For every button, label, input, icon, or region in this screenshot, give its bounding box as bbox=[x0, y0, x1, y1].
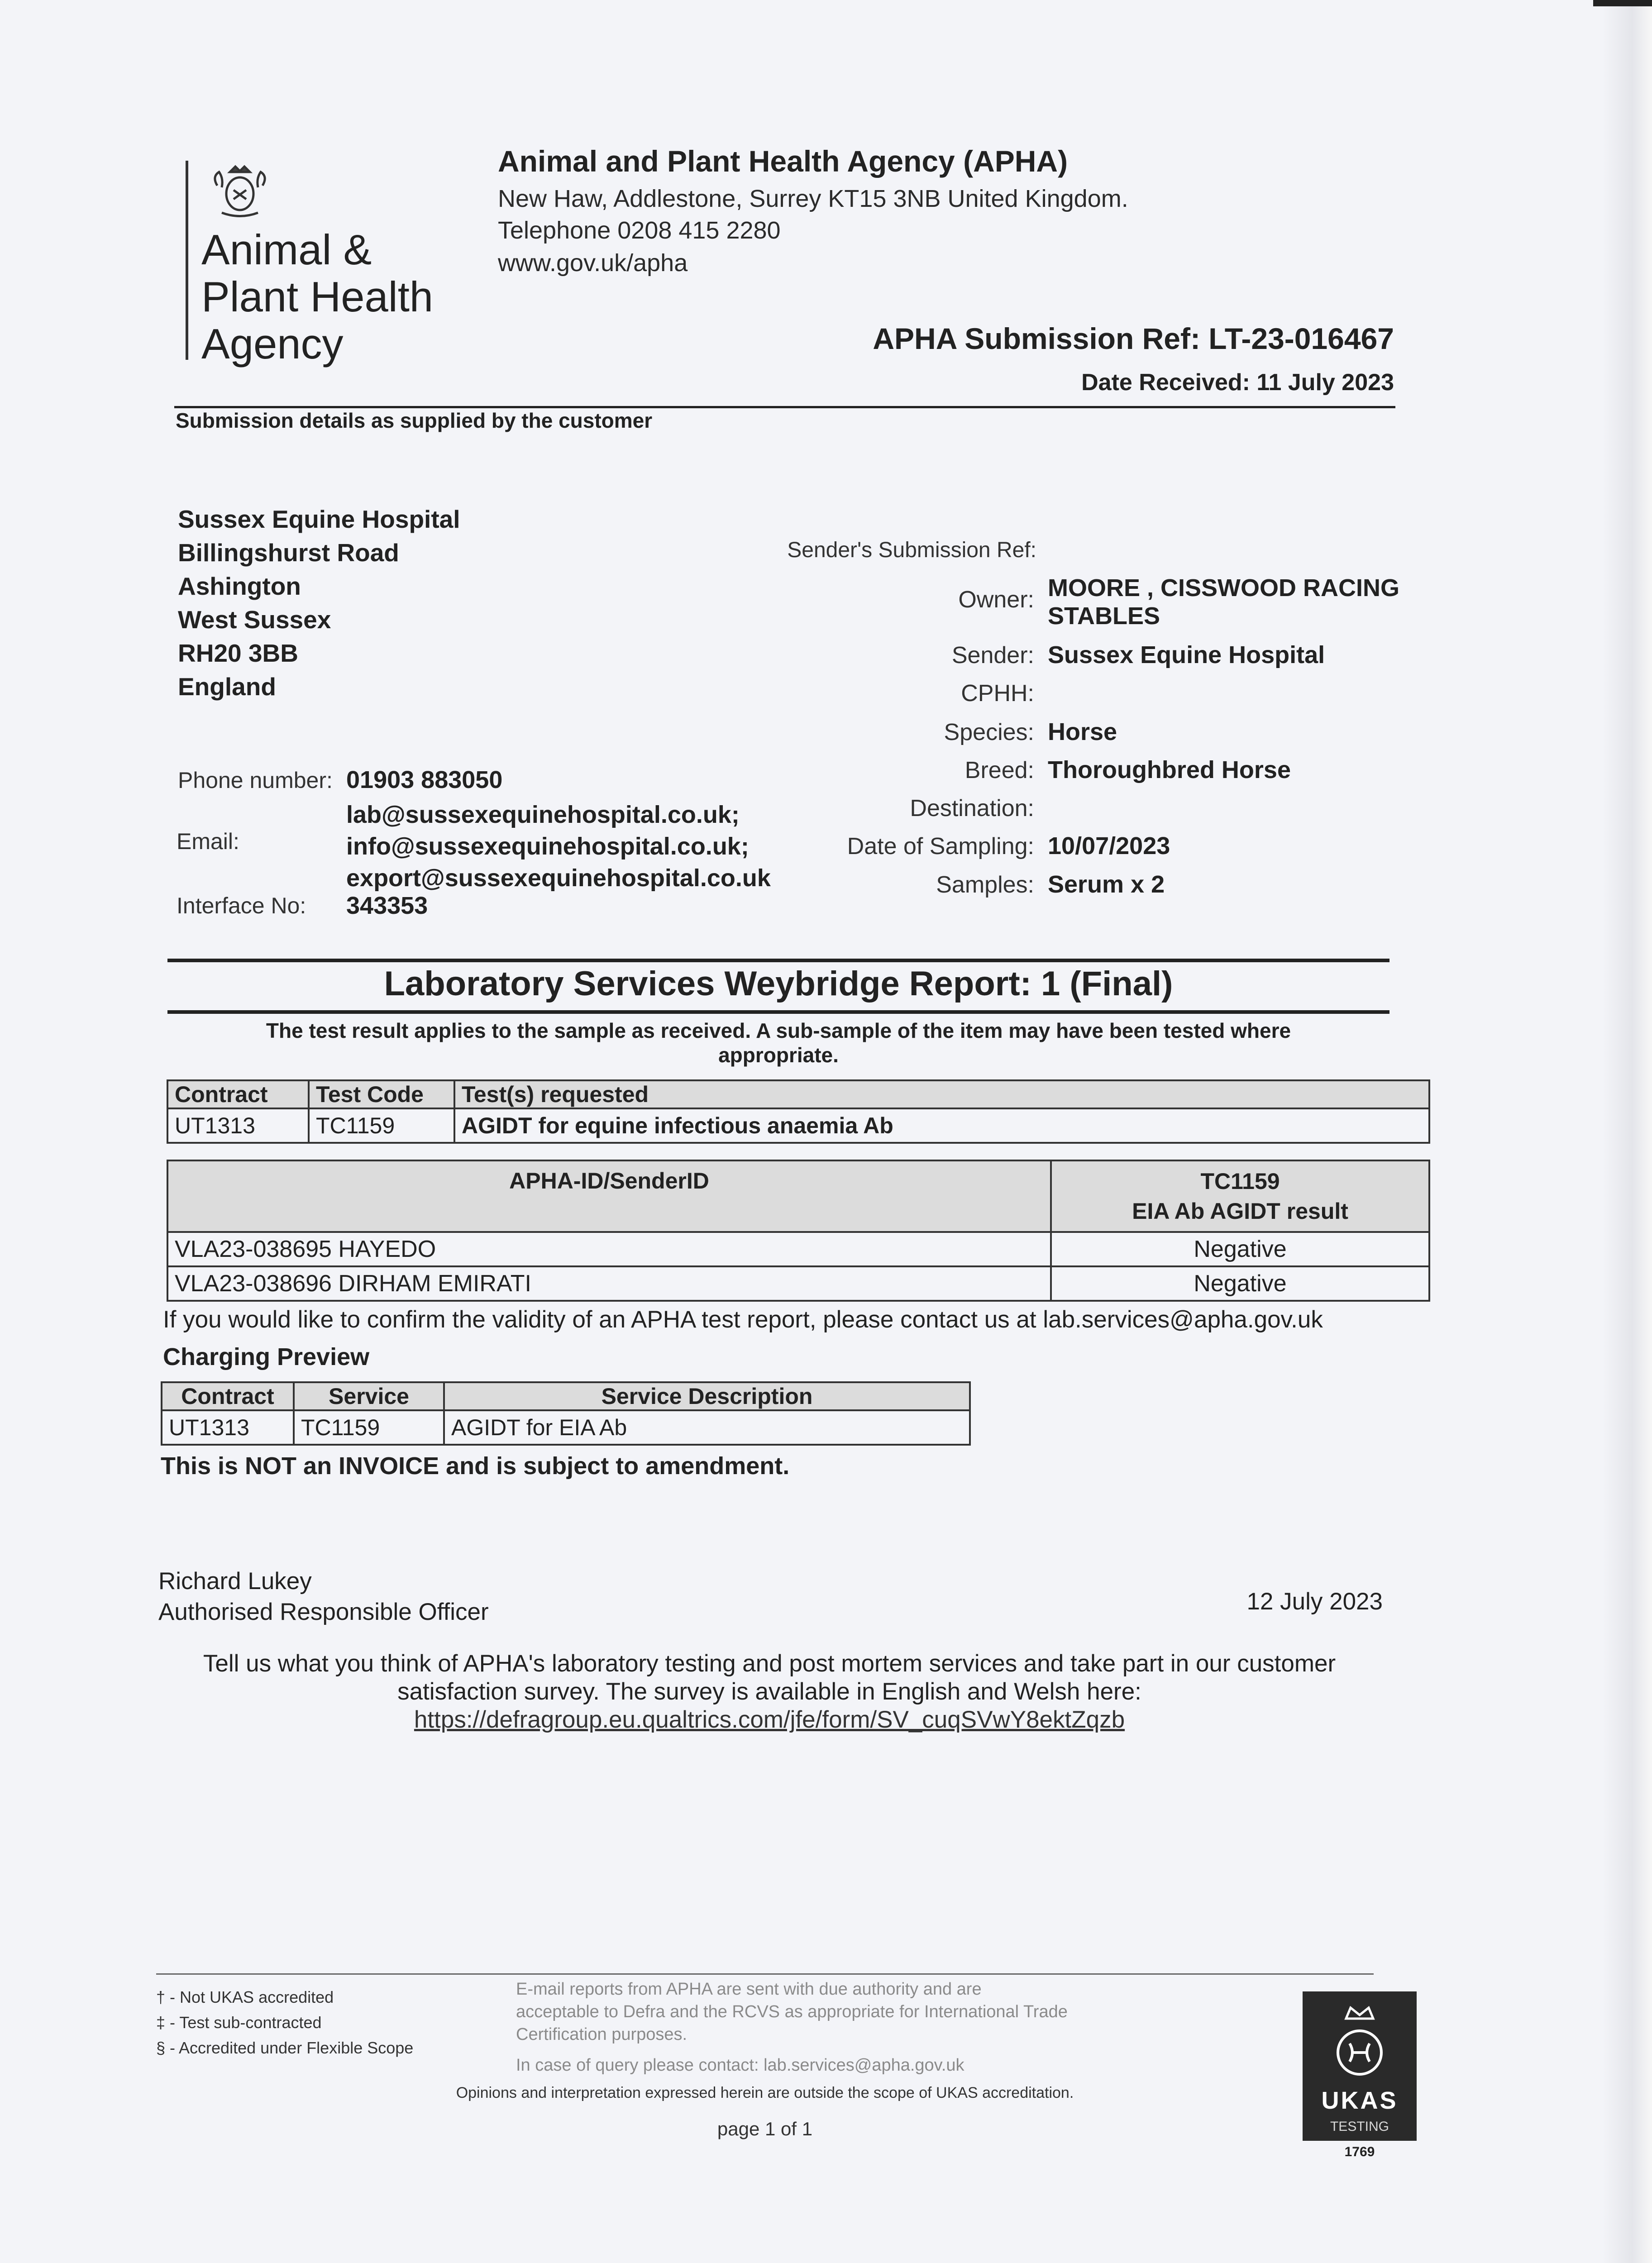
email-address[interactable]: export@sussexequinehospital.co.uk bbox=[346, 864, 771, 892]
email-address[interactable]: info@sussexequinehospital.co.uk; bbox=[346, 833, 749, 860]
senders-ref-label: Sender's Submission Ref: bbox=[787, 538, 1036, 562]
agency-address: New Haw, Addlestone, Surrey KT15 3NB United Kingdom. bbox=[498, 185, 1128, 212]
samples-value: Serum x 2 bbox=[1048, 871, 1165, 898]
cell-result: Negative bbox=[1051, 1266, 1429, 1301]
page-edge-shadow bbox=[1602, 0, 1652, 2263]
cell-result: Negative bbox=[1051, 1232, 1429, 1266]
survey-line-1: Tell us what you think of APHA's laboratory testing and post mortem services and take part in our customer bbox=[203, 1650, 1336, 1677]
agency-website[interactable]: www.gov.uk/apha bbox=[498, 249, 688, 277]
logo-line-3: Agency bbox=[201, 320, 344, 368]
sampling-value: 10/07/2023 bbox=[1048, 832, 1170, 859]
owner-label: Owner: bbox=[958, 587, 1034, 613]
cell-test-requested: AGIDT for equine infectious anaemia Ab bbox=[454, 1108, 1429, 1143]
footer-key: † - Not UKAS accredited bbox=[156, 1988, 334, 2006]
cell-contract: UT1313 bbox=[167, 1108, 309, 1143]
royal-crest-icon bbox=[204, 158, 276, 222]
species-value: Horse bbox=[1048, 718, 1117, 745]
footer-opinions: Opinions and interpretation expressed herein are outside the scope of UKAS accreditation. bbox=[456, 2084, 1074, 2101]
address-line: England bbox=[178, 673, 276, 701]
footer-query: In case of query please contact: lab.services@apha.gov.uk bbox=[516, 2056, 964, 2075]
table-row bbox=[167, 1108, 1429, 1143]
col-service-description: Service Description bbox=[444, 1382, 970, 1410]
email-label: Email: bbox=[177, 829, 239, 854]
results-table bbox=[167, 1160, 1430, 1302]
email-note-line-1: E-mail reports from APHA are sent with due authority and are bbox=[516, 1980, 982, 1999]
validity-note: If you would like to confirm the validity of an APHA test report, please contact us at lab.services@apha.gov.uk bbox=[163, 1306, 1323, 1333]
report-note-line-1: The test result applies to the sample as received. A sub-sample of the item may have been tested where bbox=[266, 1019, 1291, 1042]
tests-table bbox=[167, 1079, 1430, 1144]
date-received: Date Received: 11 July 2023 bbox=[1081, 369, 1394, 396]
charging-table-header bbox=[162, 1382, 970, 1410]
cell-sample-id: VLA23-038696 DIRHAM EMIRATI bbox=[167, 1266, 1051, 1301]
signatory-date: 12 July 2023 bbox=[1246, 1588, 1383, 1615]
footer-keys bbox=[156, 1985, 413, 2061]
sender-value: Sussex Equine Hospital bbox=[1048, 641, 1325, 668]
report-rule-top bbox=[167, 959, 1389, 962]
species-label: Species: bbox=[944, 719, 1034, 745]
ukas-word: UKAS bbox=[1321, 2087, 1398, 2114]
address-line: Billingshurst Road bbox=[178, 539, 399, 567]
survey-line-2: satisfaction survey. The survey is available in English and Welsh here: bbox=[397, 1678, 1141, 1705]
address-line: RH20 3BB bbox=[178, 639, 298, 667]
survey-text bbox=[163, 1650, 1376, 1734]
table-row bbox=[167, 1232, 1429, 1266]
breed-label: Breed: bbox=[964, 757, 1034, 783]
owner-line-1: MOORE , CISSWOOD RACING bbox=[1048, 574, 1400, 602]
report-note-line-2: appropriate. bbox=[718, 1043, 839, 1067]
col-test-code: Test Code bbox=[309, 1080, 454, 1108]
submission-section-label: Submission details as supplied by the customer bbox=[176, 409, 653, 432]
cell-contract: UT1313 bbox=[162, 1410, 294, 1445]
address-line: Sussex Equine Hospital bbox=[178, 505, 460, 533]
ukas-crown-icon bbox=[1332, 2000, 1387, 2082]
page-number: page 1 of 1 bbox=[717, 2118, 813, 2139]
submission-ref: APHA Submission Ref: LT-23-016467 bbox=[873, 322, 1394, 355]
result-header-code: TC1159 bbox=[1200, 1169, 1280, 1194]
cell-service-description: AGIDT for EIA Ab bbox=[444, 1410, 970, 1445]
cell-service: TC1159 bbox=[294, 1410, 444, 1445]
agency-title: Animal and Plant Health Agency (APHA) bbox=[498, 144, 1068, 178]
ukas-testing: TESTING bbox=[1330, 2119, 1389, 2134]
cell-test-code: TC1159 bbox=[309, 1108, 454, 1143]
tests-table-header bbox=[167, 1080, 1429, 1108]
interface-value: 343353 bbox=[346, 892, 428, 919]
cphh-label: CPHH: bbox=[961, 680, 1034, 707]
address-line: Ashington bbox=[178, 572, 301, 600]
email-values bbox=[346, 799, 771, 894]
sampling-label: Date of Sampling: bbox=[847, 833, 1034, 859]
logo-line-2: Plant Health bbox=[201, 273, 434, 320]
footer-rule bbox=[156, 1973, 1374, 1975]
footer-key: ‡ - Test sub-contracted bbox=[156, 2013, 322, 2032]
logo-line-1: Animal & bbox=[201, 226, 372, 273]
col-result bbox=[1051, 1160, 1429, 1232]
interface-label: Interface No: bbox=[177, 893, 306, 918]
report-rule-bottom bbox=[167, 1010, 1389, 1014]
cell-sample-id: VLA23-038695 HAYEDO bbox=[167, 1232, 1051, 1266]
page-corner-mark bbox=[1593, 0, 1652, 6]
charging-table bbox=[161, 1381, 971, 1446]
customer-address bbox=[178, 502, 460, 703]
result-header-desc: EIA Ab AGIDT result bbox=[1132, 1198, 1348, 1224]
agency-telephone: Telephone 0208 415 2280 bbox=[498, 217, 781, 244]
email-address[interactable]: lab@sussexequinehospital.co.uk; bbox=[346, 801, 740, 828]
results-table-header bbox=[167, 1160, 1429, 1232]
charging-title: Charging Preview bbox=[163, 1343, 370, 1370]
survey-link[interactable]: https://defragroup.eu.qualtrics.com/jfe/form/SV_cuqSVwY8ektZqzb bbox=[414, 1706, 1125, 1733]
table-row bbox=[162, 1410, 970, 1445]
invoice-disclaimer: This is NOT an INVOICE and is subject to amendment. bbox=[161, 1452, 790, 1480]
ukas-badge bbox=[1303, 1991, 1417, 2141]
col-apha-id: APHA-ID/SenderID bbox=[167, 1160, 1051, 1232]
table-row bbox=[167, 1266, 1429, 1301]
email-note-line-3: Certification purposes. bbox=[516, 2025, 688, 2044]
col-service: Service bbox=[294, 1382, 444, 1410]
report-note bbox=[167, 1018, 1389, 1067]
owner-value bbox=[1048, 574, 1399, 630]
owner-line-2: STABLES bbox=[1048, 602, 1160, 630]
agency-logo-text bbox=[201, 226, 433, 368]
footer-email-note bbox=[516, 1978, 1068, 2077]
phone-value: 01903 883050 bbox=[346, 766, 503, 793]
address-line: West Sussex bbox=[178, 606, 331, 634]
signatory-role: Authorised Responsible Officer bbox=[158, 1599, 489, 1625]
samples-label: Samples: bbox=[936, 872, 1034, 898]
destination-label: Destination: bbox=[910, 795, 1034, 821]
logo-divider bbox=[186, 161, 188, 360]
col-contract: Contract bbox=[162, 1382, 294, 1410]
sender-label: Sender: bbox=[951, 642, 1034, 668]
footer-key: § - Accredited under Flexible Scope bbox=[156, 2039, 414, 2057]
ukas-number: 1769 bbox=[1344, 2144, 1375, 2159]
breed-value: Thoroughbred Horse bbox=[1048, 756, 1291, 783]
phone-label: Phone number: bbox=[178, 768, 333, 793]
col-contract: Contract bbox=[167, 1080, 309, 1108]
report-title: Laboratory Services Weybridge Report: 1 (Final) bbox=[384, 964, 1173, 1003]
col-tests-requested: Test(s) requested bbox=[454, 1080, 1429, 1108]
signatory-name: Richard Lukey bbox=[158, 1568, 312, 1595]
email-note-line-2: acceptable to Defra and the RCVS as appropriate for International Trade bbox=[516, 2002, 1068, 2021]
signatory bbox=[158, 1566, 489, 1628]
